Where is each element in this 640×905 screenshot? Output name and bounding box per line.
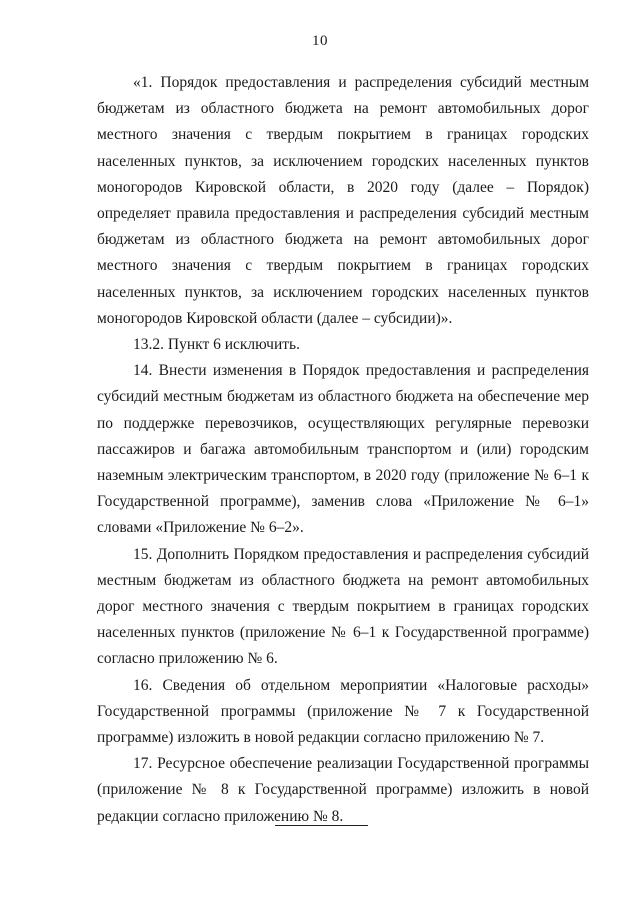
page-number: 10 [312, 33, 328, 49]
end-divider-line [275, 825, 368, 826]
paragraph-item-1-quote: «1. Порядок предоставления и распределения субсидий местным бюджетам из областного бюджета на ремонт автомобильных дорог местного значения с твердым покрытием в границах городских населенных пунктов, за исключением городских населенных пунктов моногородов Кировской области, в 2020 году (далее – Порядок) определяет правила предоставления и распределения субсидий местным бюджетам из областного бюджета на ремонт автомобильных дорог местного значения с твердым покрытием в границах городских населенных пунктов, за исключением городских населенных пунктов моногородов Кировской области (далее – субсидии)». [97, 74, 589, 327]
paragraph-item-16: 16. Сведения об отдельном мероприятии «Налоговые расходы» Государственной программы (приложение № 7 к Государственной программе) изложить в новой редакции согласно приложению № 7. [97, 676, 589, 747]
paragraph-item-15: 15. Дополнить Порядком предоставления и распределения субсидий местным бюджетам из областного бюджета на ремонт автомобильных дорог местного значения с твердым покрытием в границах городских населенных пунктов (приложение № 6–1 к Государственной программе) согласно приложению № 6. [97, 545, 589, 668]
document-body [97, 70, 589, 830]
paragraph-item-13-2: 13.2. Пункт 6 исключить. [133, 336, 300, 354]
paragraph-item-17: 17. Ресурсное обеспечение реализации Государственной программы (приложение № 8 к Государственной программе) изложить в новой редакции согласно приложению № 8. [97, 755, 589, 825]
paragraph-item-14: 14. Внести изменения в Порядок предоставления и распределения субсидий местным бюджетам из областного бюджета на обеспечение мер по поддержке перевозчиков, осуществляющих регулярные перевозки пассажиров и багажа автомобильным транспортом и (или) городским наземным электрическим транспортом, в 2020 году (приложение № 6–1 к Государственной программе), заменив слова «Приложение № 6–1» словами «Приложение № 6–2». [97, 362, 589, 537]
